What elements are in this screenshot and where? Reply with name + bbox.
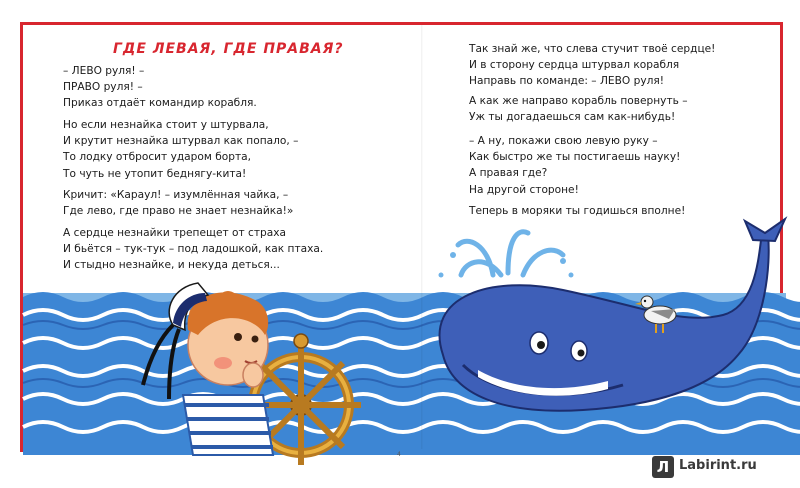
text-line: А сердце незнайки трепещет от страха [63, 227, 287, 239]
watermark-text: Labirint.ru [679, 458, 757, 473]
text-line: А как же направо корабль повернуть – [469, 95, 688, 107]
left-stanza-1 [63, 63, 257, 112]
labirint-logo-icon: Л [652, 456, 674, 478]
text-line: Но если незнайка стоит у штурвала, [63, 119, 269, 131]
text-line: Кричит: «Караул! – изумлённая чайка, – [63, 189, 289, 201]
text-line: Направь по команде: – ЛЕВО руля! [469, 75, 664, 88]
right-stanza-1 [469, 41, 715, 90]
text-line: Теперь в моряки ты годишься вполне! [469, 205, 686, 217]
text-line: То лодку отбросит ударом борта, [63, 151, 251, 164]
right-stanza-4 [469, 203, 685, 219]
left-stanza-4 [63, 225, 323, 274]
text-line: Уж ты догадаешься сам как-нибудь! [469, 111, 676, 124]
left-stanza-3 [63, 187, 293, 219]
page-number: 4 [397, 451, 401, 458]
right-stanza-2 [469, 93, 688, 125]
text-line: Как быстро же ты постигаешь науку! [469, 151, 681, 164]
text-line: ПРАВО руля! – [63, 81, 143, 94]
text-line: – А ну, покажи свою левую руку – [469, 135, 658, 147]
page-gutter [421, 25, 423, 449]
right-stanza-3 [469, 133, 680, 198]
text-line: На другой стороне! [469, 183, 579, 196]
text-line: И стыдно незнайке, и некуда деться... [63, 259, 280, 272]
text-line: И крутит незнайка штурвал как попало, – [63, 135, 299, 148]
left-stanza-2 [63, 117, 298, 182]
text-line: То чуть не утопит беднягу-кита! [63, 167, 247, 180]
poem-title: ГДЕ ЛЕВАЯ, ГДЕ ПРАВАЯ? [113, 41, 344, 57]
text-line: Где лево, где право не знает незнайка!» [63, 205, 294, 218]
text-line: Приказ отдаёт командир корабля. [63, 97, 257, 110]
text-line: И бьётся – тук-тук – под ладошкой, как птаха. [63, 243, 324, 256]
page-frame [20, 22, 783, 458]
text-line: А правая где? [469, 167, 548, 180]
text-line: – ЛЕВО руля! – [63, 65, 145, 77]
text-line: Так знай же, что слева стучит твоё сердце! [469, 43, 716, 55]
text-line: И в сторону сердца штурвал корабля [469, 59, 680, 72]
